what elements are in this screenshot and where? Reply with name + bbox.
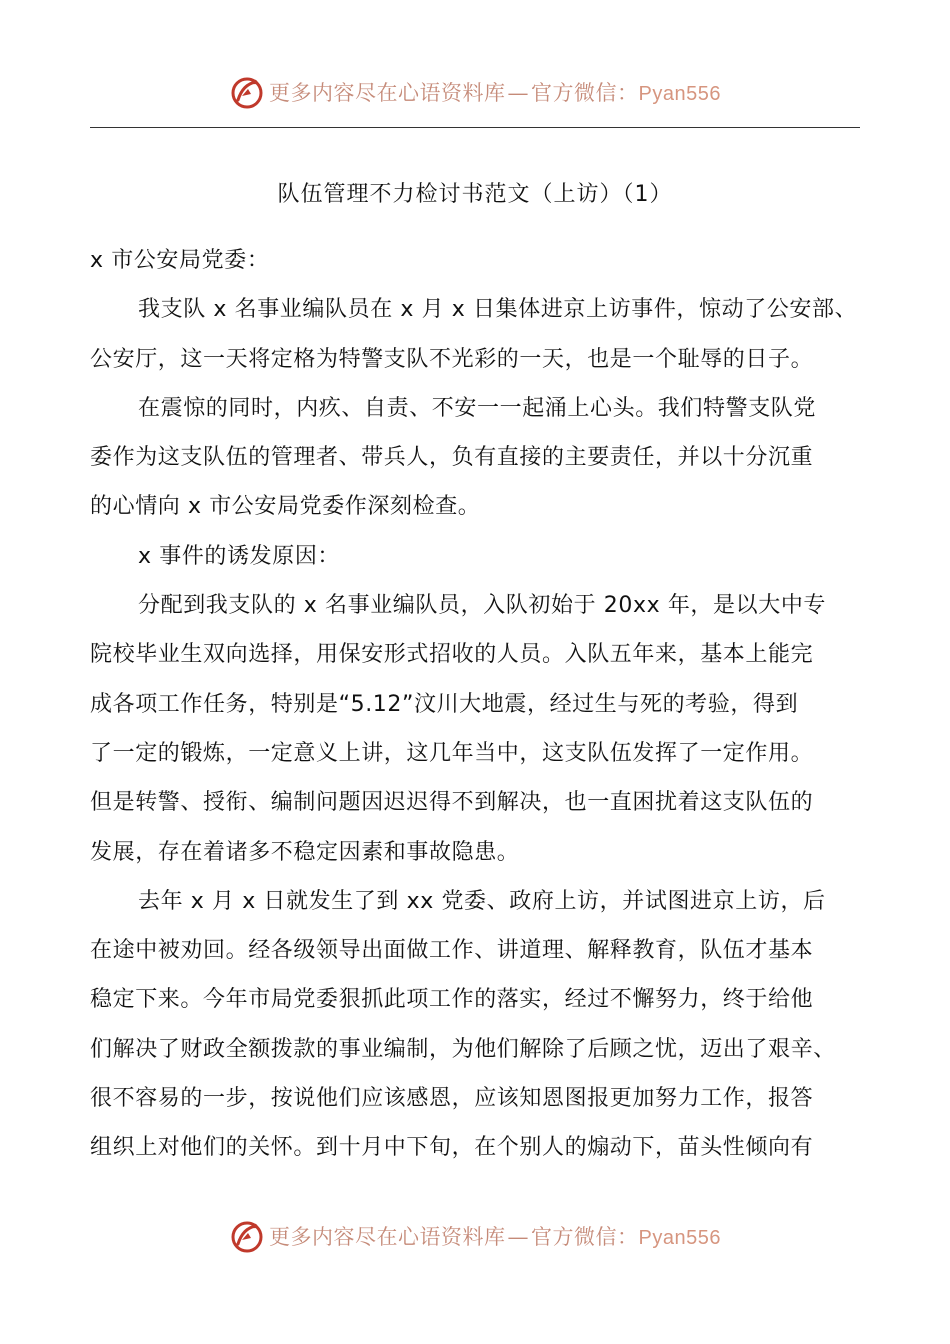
body-line: 公安厅，这一天将定格为特警支队不光彩的一天，也是一个耻辱的日子。 — [90, 346, 814, 372]
banner-wechat-label: 官方微信： — [531, 1225, 639, 1249]
logo-icon — [229, 1218, 265, 1254]
header-banner — [0, 70, 950, 114]
body-line: 委作为这支队伍的管理者、带兵人，负有直接的主要责任，并以十分沉重 — [90, 445, 814, 471]
banner-wechat-id: Pyan556 — [638, 1227, 721, 1249]
header-divider — [90, 127, 860, 128]
body-line: 很不容易的一步，按说他们应该感恩，应该知恩图报更加努力工作，报答 — [90, 1086, 814, 1112]
body-line: 们解决了财政全额拨款的事业编制，为他们解除了后顾之忧，迈出了艰辛、 — [90, 1036, 836, 1062]
document-body — [90, 236, 860, 1173]
body-line: 的心情向 x 市公安局党委作深刻检查。 — [90, 494, 481, 520]
footer-banner — [0, 1214, 950, 1258]
banner-separator: — — [507, 81, 530, 105]
logo-icon — [229, 74, 265, 110]
body-line: 发展，存在着诸多不稳定因素和事故隐患。 — [90, 839, 520, 865]
body-line: 但是转警、授衔、编制问题因迟迟得不到解决，也一直困扰着这支队伍的 — [90, 790, 814, 816]
body-line: 分配到我支队的 x 名事业编队员，入队初始于 20xx 年，是以大中专 — [138, 593, 827, 619]
body-line: 去年 x 月 x 日就发生了到 xx 党委、政府上访，并试图进京上访，后 — [138, 888, 826, 914]
body-line: 稳定下来。今年市局党委狠抓此项工作的落实，经过不懈努力，终于给他 — [90, 987, 814, 1013]
banner-separator: — — [507, 1225, 530, 1249]
banner-wechat-label: 官方微信： — [531, 81, 639, 105]
body-line: 了一定的锻炼，一定意义上讲，这几年当中，这支队伍发挥了一定作用。 — [90, 740, 814, 766]
body-line: 在途中被劝回。经各级领导出面做工作、讲道理、解释教育，队伍才基本 — [90, 938, 814, 964]
banner-wechat-id: Pyan556 — [638, 83, 721, 105]
banner-site-name: 更多内容尽在心语资料库 — [269, 1225, 506, 1249]
banner-site-name: 更多内容尽在心语资料库 — [269, 81, 506, 105]
body-line: 组织上对他们的关怀。到十月中下旬，在个别人的煽动下，苗头性倾向有 — [90, 1135, 814, 1161]
document-title: 队伍管理不力检讨书范文（上访）（1） — [277, 182, 673, 207]
body-line: 我支队 x 名事业编队员在 x 月 x 日集体进京上访事件，惊动了公安部、 — [138, 297, 858, 323]
body-line: 在震惊的同时，内疚、自责、不安一一起涌上心头。我们特警支队党 — [138, 395, 817, 421]
body-line: 院校毕业生双向选择，用保安形式招收的人员。入队五年来，基本上能完 — [90, 642, 814, 668]
section-heading-line: x 事件的诱发原因： — [138, 543, 341, 569]
body-line: 成各项工作任务，特别是“5.12”汶川大地震，经过生与死的考验，得到 — [90, 691, 799, 717]
salutation-line: x 市公安局党委： — [90, 248, 270, 273]
banner-text — [269, 77, 721, 107]
banner-text — [269, 1221, 721, 1251]
